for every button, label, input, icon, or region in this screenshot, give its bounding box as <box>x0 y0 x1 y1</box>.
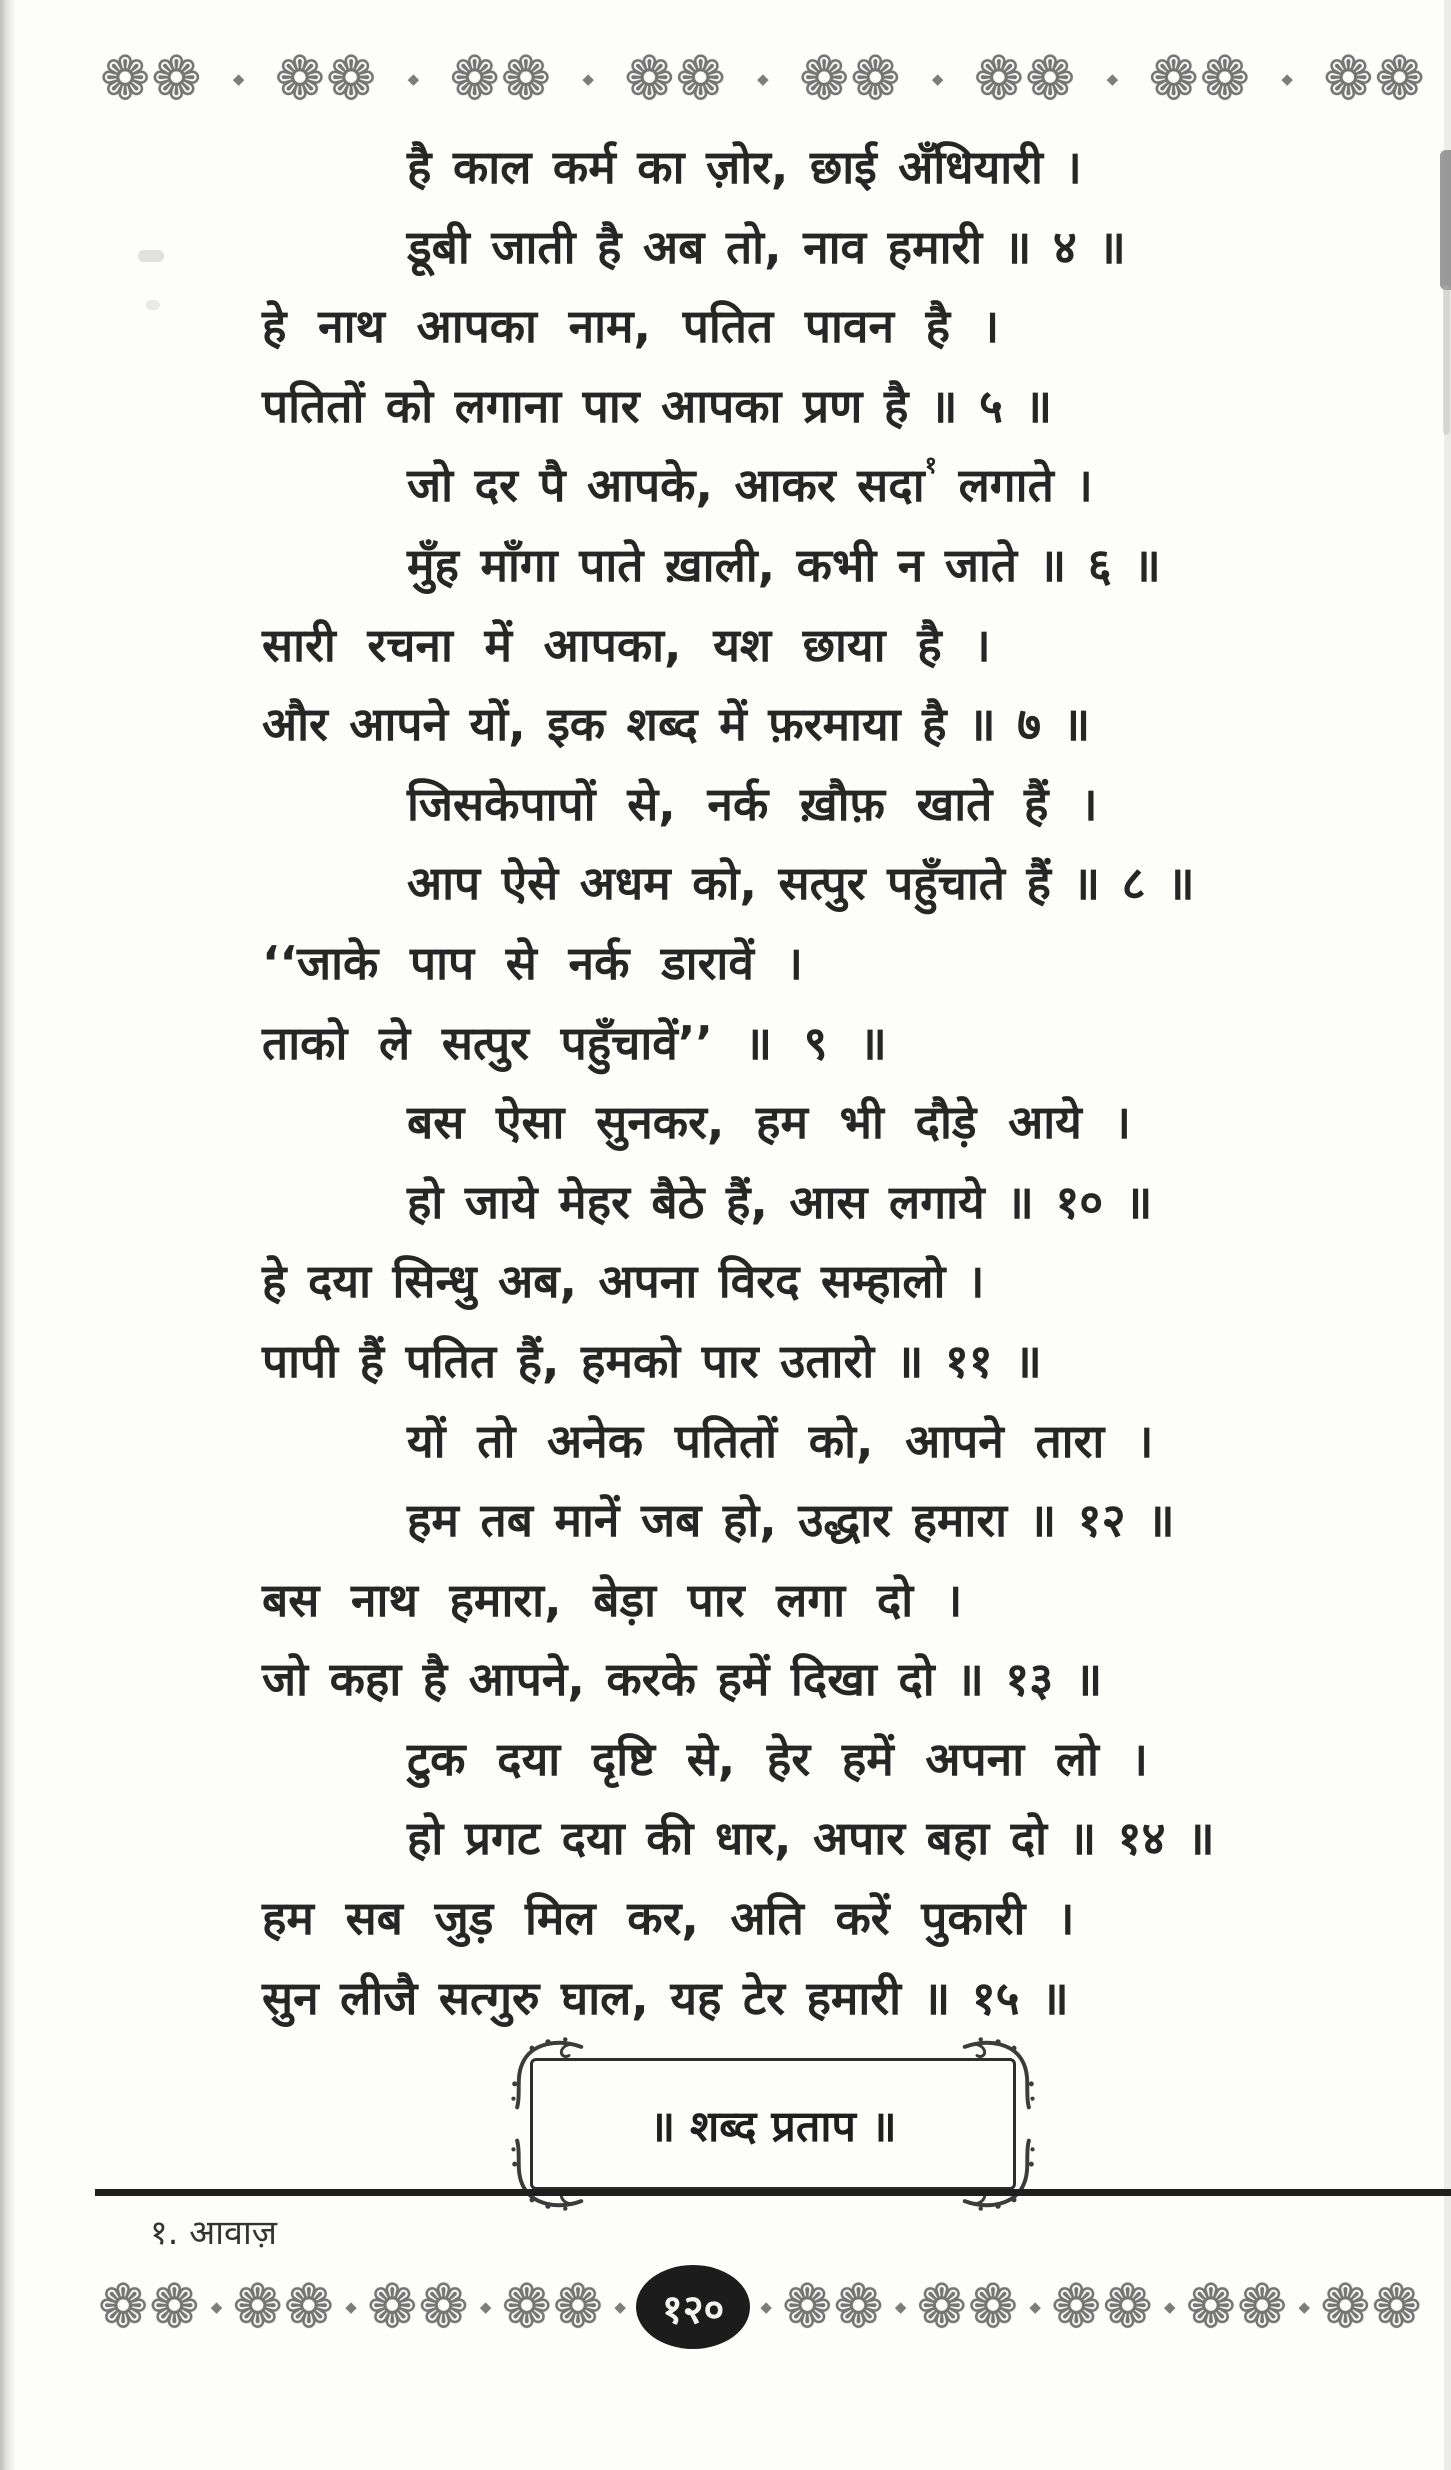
footnote: १. आवाज़ <box>150 2213 277 2253</box>
verse-line: सुन लीजै सत्गुरु घाल, यह टेर हमारी ॥ १५ ॥ <box>262 1970 1069 2025</box>
florette-ornament-icon: ❁❁ <box>624 44 727 114</box>
page-number-badge <box>636 2265 750 2349</box>
scroll-corner-icon <box>511 2137 585 2211</box>
scan-streak-right-faint <box>1443 285 1450 435</box>
diamond-separator-icon: ◆ <box>407 69 420 88</box>
scan-streak-right <box>1440 150 1451 290</box>
footnote-marker: १ <box>924 451 938 480</box>
verse-line: आप ऐसे अधम को, सत्पुर पहुँचाते हैं ॥ ८ ॥ <box>407 856 1195 911</box>
verse-line: पतितों को लगाना पार आपका प्रण है ॥ ५ ॥ <box>262 378 1053 433</box>
verse-line: हम सब जुड़ मिल कर, अति करें पुकारी । <box>262 1891 1075 1946</box>
scroll-corner-icon <box>511 2037 585 2111</box>
verse-line: जिसकेपापों से, नर्क ख़ौफ़ खाते हैं । <box>407 776 1098 831</box>
verse-line: यों तो अनेक पतितों को, आपने तारा । <box>407 1413 1154 1468</box>
verse-line: हम तब मानें जब हो, उद्धार हमारा ॥ १२ ॥ <box>407 1493 1175 1548</box>
verse-text: लगाते । <box>937 458 1093 513</box>
florette-ornament-icon: ❁❁ <box>232 2272 336 2342</box>
verse-line: पापी हैं पतित हैं, हमको पार उतारो ॥ ११ ॥ <box>262 1333 1042 1388</box>
scroll-corner-icon <box>961 2137 1035 2211</box>
florette-ornament-icon: ❁❁ <box>1148 44 1252 114</box>
diamond-separator-icon: ◆ <box>757 69 769 88</box>
florette-ornament-icon: ❁❁ <box>98 2272 201 2342</box>
verse-line: और आपने यों, इक शब्द में फ़रमाया है ॥ ७ ॥ <box>262 697 1091 752</box>
verse-line: हो प्रगट दया की धार, अपार बहा दो ॥ १४ ॥ <box>407 1811 1215 1866</box>
bottom-ornament-border <box>98 2262 1423 2352</box>
diamond-separator-icon: ◆ <box>210 2297 223 2316</box>
florette-ornament-icon: ❁❁ <box>973 44 1077 114</box>
verse-line: हो जाये मेहर बैठे हैं, आस लगाये ॥ १० ॥ <box>407 1174 1153 1229</box>
verse-line: मुँह माँगा पाते ख़ाली, कभी न जाते ॥ ६ ॥ <box>407 537 1161 592</box>
section-heading: ॥ शब्द प्रताप ॥ <box>649 2101 897 2152</box>
diamond-separator-icon: ◆ <box>345 2297 357 2316</box>
top-ornament-border <box>100 46 1426 112</box>
florette-ornament-icon: ❁❁ <box>1051 2272 1154 2342</box>
shabd-pratap-heading-box <box>530 2058 1016 2190</box>
verse-line: बस नाथ हमारा, बेड़ा पार लगा दो । <box>262 1572 963 1627</box>
verse-line: ताको ले सत्पुर पहुँचावें’’ ॥ ९ ॥ <box>262 1015 887 1070</box>
diamond-separator-icon: ◆ <box>232 69 245 88</box>
florette-ornament-icon: ❁❁ <box>1323 44 1426 114</box>
florette-ornament-icon: ❁❁ <box>916 2272 1020 2342</box>
scan-speck <box>146 300 160 310</box>
diamond-separator-icon: ◆ <box>760 2297 772 2316</box>
diamond-separator-icon: ◆ <box>479 2297 492 2316</box>
florette-ornament-icon: ❁❁ <box>501 2272 605 2342</box>
diamond-separator-icon: ◆ <box>1029 2297 1041 2316</box>
verse-line: ‘‘जाके पाप से नर्क डारावें । <box>262 935 803 990</box>
diamond-separator-icon: ◆ <box>1106 69 1119 88</box>
verse-line: हे नाथ आपका नाम, पतित पावन है । <box>262 299 1000 354</box>
verse-line: सारी रचना में आपका, यश छाया है । <box>262 617 991 672</box>
florette-ornament-icon: ❁❁ <box>782 2272 885 2342</box>
diamond-separator-icon: ◆ <box>894 2297 907 2316</box>
verse-line: हे दया सिन्धु अब, अपना विरद सम्हालो । <box>262 1254 985 1309</box>
scroll-corner-icon <box>961 2037 1035 2111</box>
scan-speck <box>138 250 164 262</box>
verse-line: है काल कर्म का ज़ोर, छाई अँधियारी । <box>407 140 1082 194</box>
florette-ornament-icon: ❁❁ <box>449 44 553 114</box>
verse-lines <box>262 128 1332 2038</box>
verse-line: जो कहा है आपने, करके हमें दिखा दो ॥ १३ ॥ <box>262 1652 1103 1707</box>
florette-ornament-icon: ❁❁ <box>1320 2272 1423 2342</box>
diamond-separator-icon: ◆ <box>931 69 944 88</box>
footnote-rule <box>95 2189 1451 2196</box>
florette-ornament-icon: ❁❁ <box>100 44 203 114</box>
scan-edge-shadow-left <box>0 0 16 2470</box>
diamond-separator-icon: ◆ <box>582 69 594 88</box>
florette-ornament-icon: ❁❁ <box>799 44 902 114</box>
florette-ornament-icon: ❁❁ <box>274 44 378 114</box>
diamond-separator-icon: ◆ <box>1298 2297 1311 2316</box>
verse-line <box>407 446 1332 526</box>
page-number: १२० <box>661 2286 725 2333</box>
diamond-separator-icon: ◆ <box>1281 69 1293 88</box>
verse-line: बस ऐसा सुनकर, हम भी दौड़े आये । <box>407 1095 1131 1150</box>
diamond-separator-icon: ◆ <box>614 2297 626 2316</box>
florette-ornament-icon: ❁❁ <box>1185 2272 1289 2342</box>
verse-line: टुक दया दृष्टि से, हेर हमें अपना लो । <box>407 1731 1148 1786</box>
verse-text: जो दर पै आपके, आकर सदा <box>407 458 925 513</box>
diamond-separator-icon: ◆ <box>1163 2297 1176 2316</box>
florette-ornament-icon: ❁❁ <box>367 2272 470 2342</box>
verse-line: डूबी जाती है अब तो, नाव हमारी ॥ ४ ॥ <box>407 219 1126 274</box>
